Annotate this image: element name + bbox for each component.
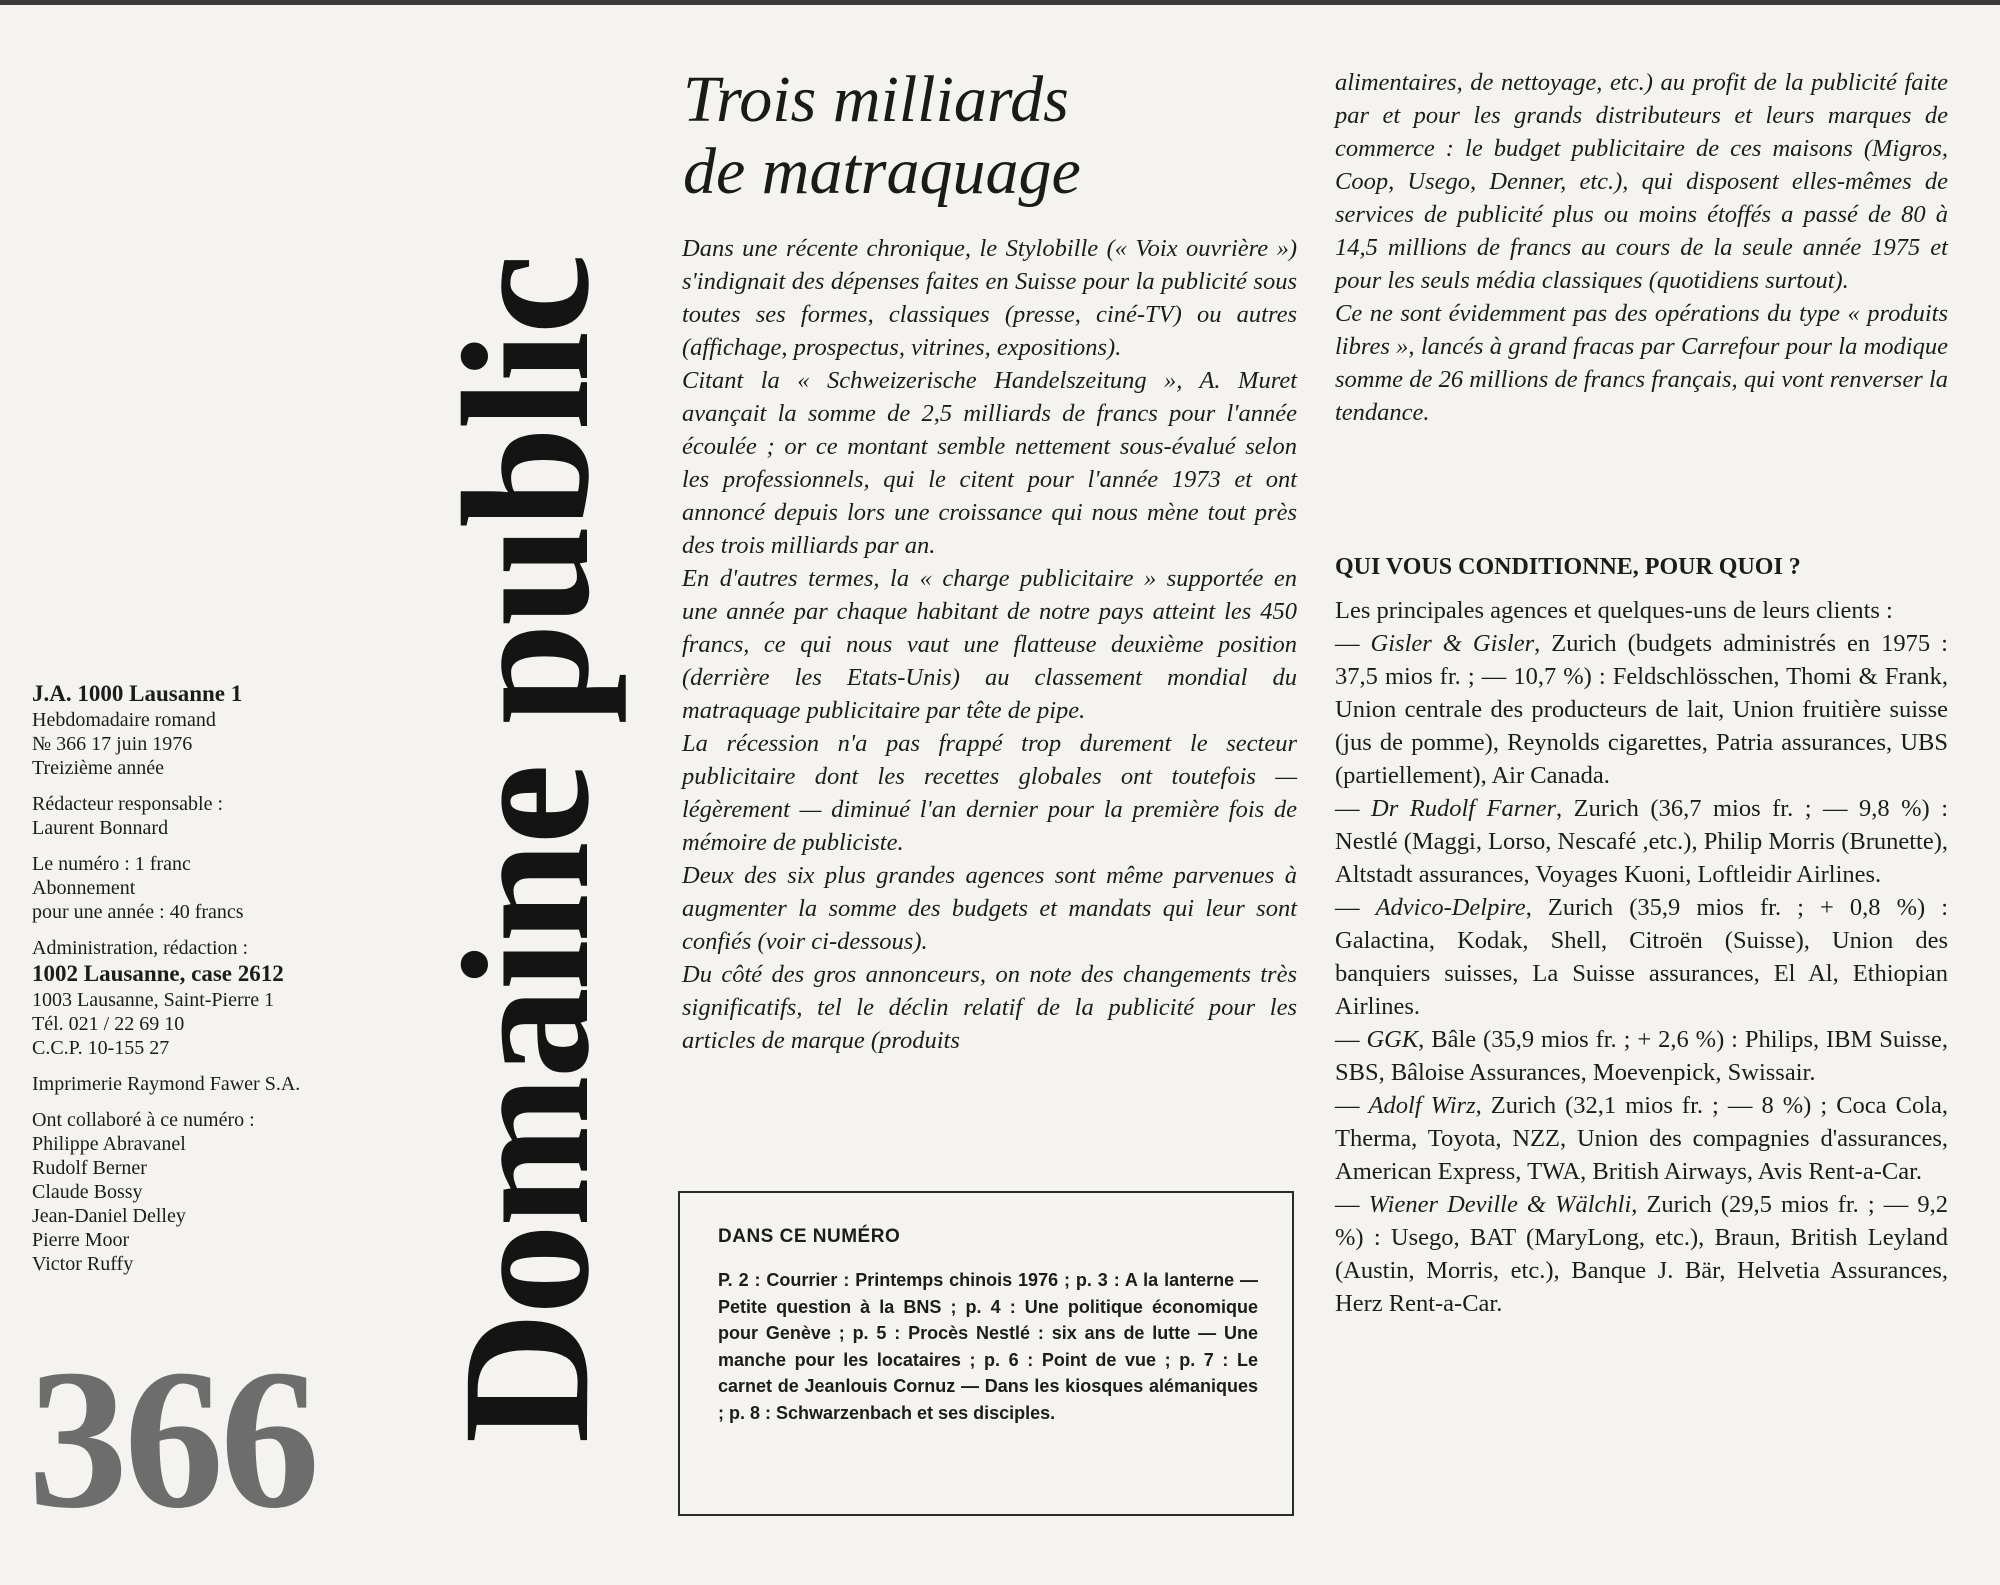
article-title	[683, 64, 1243, 208]
sidebar-intro: Les principales agences et quelques-uns de leurs clients :	[1335, 597, 1893, 624]
agency-dash: —	[1335, 1026, 1367, 1053]
article-paragraph: Citant la « Schweizerische Handelszeitung », A. Muret avançait la somme de 2,5 milliards de francs pour l'année écoulée ; or ce montant semble nettement sous-évalué selon les professionnels, qui le citent pour l'année 1973 et ont annoncé depuis lors une croissance qui nous mène tout près des trois milliards par an.	[682, 367, 1297, 559]
editor-name: Laurent Bonnard	[32, 817, 169, 839]
agency-details: , Zurich (budgets administrés en 1975 : 37,5 mios fr. ; — 10,7 %) : Feldschlösschen, Thomi & Frank, Union centrale des producteurs de lait, Union fruitière suisse (jus de pomme), Reynolds cigarettes, Patria assurances, UBS (partiellement), Air Canada.	[1335, 630, 1948, 789]
agency-name: Gisler & Gisler	[1370, 630, 1535, 657]
ccp: C.C.P. 10-155 27	[32, 1037, 170, 1059]
agency-dash: —	[1335, 1191, 1369, 1218]
article-column-right	[1335, 66, 1948, 429]
issue-date: № 366 17 juin 1976	[32, 733, 193, 755]
admin-label: Administration, rédaction :	[32, 937, 249, 959]
issue-price: Le numéro : 1 franc	[32, 853, 191, 875]
agency-name: Adolf Wirz	[1368, 1092, 1476, 1119]
contributor: Victor Ruffy	[32, 1253, 134, 1275]
subscription-price: pour une année : 40 francs	[32, 901, 244, 923]
article-paragraph: Ce ne sont évidemment pas des opérations du type « produits libres », lancés à grand fracas par Carrefour pour la modique somme de 26 millions de francs français, qui vont renverser la tendance.	[1335, 300, 1948, 426]
agency-details: , Zurich (32,1 mios fr. ; — 8 %) ; Coca Cola, Therma, Toyota, NZZ, Union des compagnies d'assurances, American Express, TWA, British Airways, Avis Rent-a-Car.	[1335, 1092, 1948, 1185]
agency-entry	[1335, 891, 1948, 1023]
agency-entry	[1335, 792, 1948, 891]
publication-year: Treizième année	[32, 757, 164, 779]
contributor: Jean-Daniel Delley	[32, 1205, 186, 1227]
agency-entry	[1335, 1188, 1948, 1320]
article-paragraph: La récession n'a pas frappé trop durement le secteur publicitaire dont les recettes globales ont toutefois — légèrement — diminué l'an dernier pour la première fois de mémoire de publiciste.	[682, 730, 1297, 856]
article-paragraph: alimentaires, de nettoyage, etc.) au profit de la publicité faite par et pour les grands distributeurs et leurs marques de commerce : le budget publicitaire de ces maisons (Migros, Coop, Usego, Denner, etc.), qui disposent elles-mêmes de services de publicité plus ou moins étoffés a passé de 80 à 14,5 millions de francs au cours de la seule année 1975 et pour les seuls média classiques (quotidiens surtout).	[1335, 69, 1948, 294]
agency-dash: —	[1335, 795, 1372, 822]
article-paragraph: En d'autres termes, la « charge publicitaire » supportée en une année par chaque habitant de notre pays atteint les 450 francs, ce qui nous vaut une flatteuse deuxième position (derrière les Etats-Unis) au classement mondial du matraquage publicitaire par tête de pipe.	[682, 565, 1297, 724]
agency-details: , Zurich (29,5 mios fr. ; — 9,2 %) : Usego, BAT (MaryLong, etc.), Braun, British Leyland (Austin, Morris, etc.), Banque J. Bär, Helvetia Assurances, Herz Rent-a-Car.	[1335, 1191, 1948, 1317]
agency-details: , Zurich (36,7 mios fr. ; — 9,8 %) : Nestlé (Maggi, Lorso, Nescafé ,etc.), Philip Morris (Brunette), Altstadt assurances, Voyages Kuoni, Loftleidir Airlines.	[1335, 795, 1949, 888]
publication-info	[32, 680, 412, 1288]
street-address: 1003 Lausanne, Saint-Pierre 1	[32, 989, 275, 1011]
admin-address: 1002 Lausanne, case 2612	[32, 961, 284, 986]
article-title-line: Trois milliards	[683, 63, 1069, 136]
agency-dash: —	[1335, 1092, 1369, 1119]
sidebar-heading: QUI VOUS CONDITIONNE, POUR QUOI ?	[1335, 554, 1801, 580]
agency-name: GGK	[1366, 1026, 1419, 1053]
contributor: Philippe Abravanel	[32, 1133, 186, 1155]
publication-kind: Hebdomadaire romand	[32, 709, 216, 731]
top-rule	[0, 0, 2000, 5]
printer: Imprimerie Raymond Fawer S.A.	[32, 1073, 301, 1095]
contributor: Rudolf Berner	[32, 1157, 147, 1179]
masthead-area	[426, 150, 627, 1550]
editor-label: Rédacteur responsable :	[32, 793, 224, 815]
agency-details: , Zurich (35,9 mios fr. ; + 0,8 %) : Galactina, Kodak, Shell, Citroën (Suisse), Union des banquiers suisses, La Suisse assurances, El Al, Ethiopian Airlines.	[1335, 894, 1949, 1020]
article-paragraph: Du côté des gros annonceurs, on note des changements très significatifs, tel le déclin relatif de la publicité pour les articles de marque (produits	[682, 961, 1297, 1054]
agency-dash: —	[1335, 630, 1371, 657]
article-paragraph: Dans une récente chronique, le Stylobille (« Voix ouvrière ») s'indignait des dépenses faites en Suisse pour la publicité sous toutes ses formes, classiques (presse, ciné-TV) ou autres (affichage, prospectus, vitrines, expositions).	[682, 235, 1297, 361]
contributors-label: Ont collaboré à ce numéro :	[32, 1109, 255, 1131]
agency-details: , Bâle (35,9 mios fr. ; + 2,6 %) : Philips, IBM Suisse, SBS, Bâloise Assurances, Moevenpick, Swissair.	[1335, 1026, 1948, 1086]
agency-dash: —	[1335, 894, 1376, 921]
agency-entry	[1335, 1089, 1948, 1188]
masthead: Domaine public	[426, 256, 627, 1444]
contributor: Claude Bossy	[32, 1181, 143, 1203]
article-paragraph: Deux des six plus grandes agences sont même parvenues à augmenter la somme des budgets et mandats qui leur sont confiés (voir ci-dessous).	[682, 862, 1297, 955]
phone: Tél. 021 / 22 69 10	[32, 1013, 185, 1035]
agency-name: Advico-Delpire	[1375, 894, 1526, 921]
contributor: Pierre Moor	[32, 1229, 130, 1251]
agency-entry	[1335, 1023, 1948, 1089]
issue-number: 366	[28, 1329, 316, 1550]
article-column-middle	[682, 232, 1297, 1057]
ja-line: J.A. 1000 Lausanne 1	[32, 681, 243, 706]
article-title-line: de matraquage	[683, 135, 1081, 208]
agency-list	[1335, 594, 1948, 1320]
contents-box-body: P. 2 : Courrier : Printemps chinois 1976 ; p. 3 : A la lanterne — Petite question à la BNS ; p. 4 : Une politique économique pour Genève ; p. 5 : Procès Nestlé : six ans de lutte — Une manche pour les locataires ; p. 6 : Point de vue ; p. 7 : Le carnet de Jeanlouis Cornuz — Dans les kiosques alémaniques ; p. 8 : Schwarzenbach et ses disciples.	[718, 1270, 1258, 1423]
agency-name: Dr Rudolf Farner	[1371, 795, 1556, 822]
agency-entry	[1335, 627, 1948, 792]
contents-box-title: DANS CE NUMÉRO	[718, 1226, 901, 1247]
agency-name: Wiener Deville & Wälchli	[1368, 1191, 1632, 1218]
subscription-label: Abonnement	[32, 877, 136, 899]
contents-box	[678, 1191, 1294, 1516]
